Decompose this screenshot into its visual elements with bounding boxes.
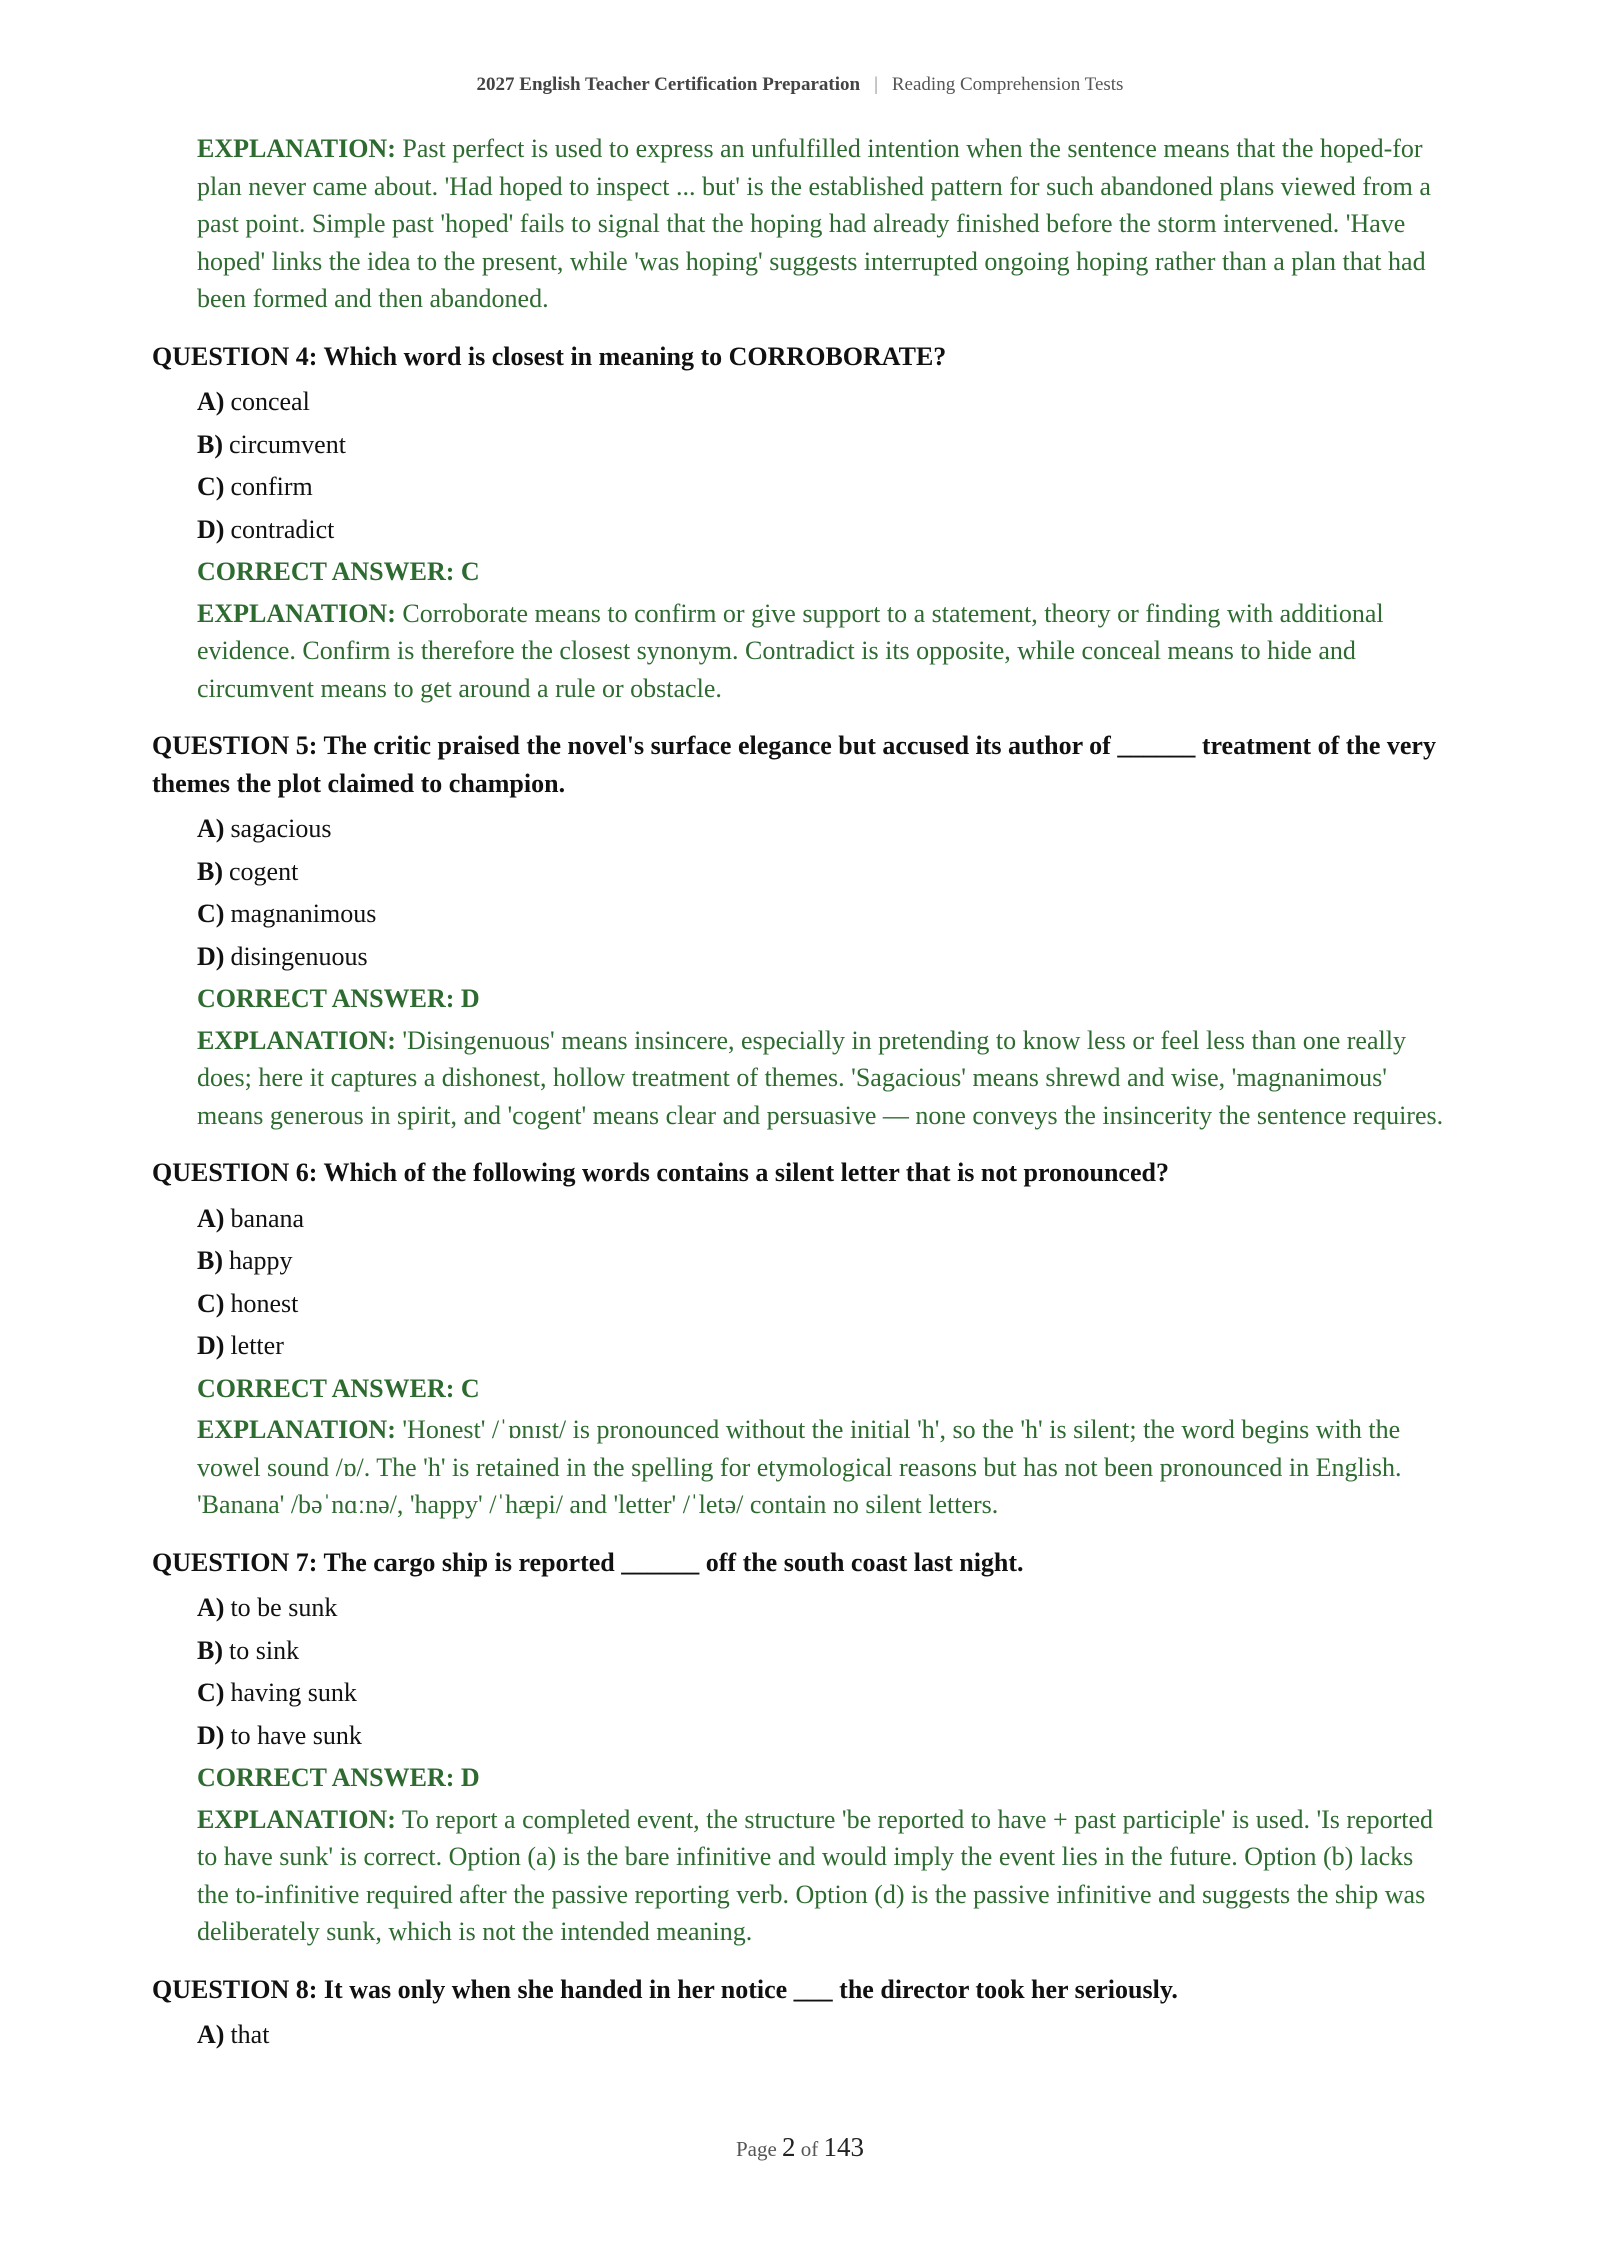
option-text: that xyxy=(230,2020,270,2049)
header-title: 2027 English Teacher Certification Preparation xyxy=(476,74,861,95)
option-letter: B) xyxy=(197,429,223,459)
page-header xyxy=(0,74,1600,96)
option-c xyxy=(197,468,1448,506)
option-c xyxy=(197,1285,1448,1323)
answer-prefix: CORRECT ANSWER: xyxy=(197,1763,455,1792)
question-label: QUESTION 8: xyxy=(152,1974,318,2004)
option-a xyxy=(197,2016,1448,2054)
option-d xyxy=(197,938,1448,976)
question-stem: The cargo ship is reported ______ off the south coast last night. xyxy=(323,1547,1024,1577)
option-letter: A) xyxy=(197,814,225,843)
option-a xyxy=(197,1589,1448,1627)
answer-prefix: CORRECT ANSWER: xyxy=(197,984,455,1013)
footer-total-pages: 143 xyxy=(823,2132,865,2162)
option-text: to sink xyxy=(229,1635,300,1665)
option-b xyxy=(197,1242,1448,1280)
option-letter: B) xyxy=(197,1635,223,1665)
question-text xyxy=(152,1971,1448,2009)
option-d xyxy=(197,1717,1448,1755)
question-label: QUESTION 7: xyxy=(152,1547,318,1577)
answer-letter: C xyxy=(460,557,480,586)
option-text: magnanimous xyxy=(230,899,377,928)
option-text: having sunk xyxy=(230,1678,357,1707)
option-c xyxy=(197,1674,1448,1712)
option-d xyxy=(197,511,1448,549)
explanation-label: EXPLANATION: xyxy=(197,1804,396,1834)
question-explanation xyxy=(197,595,1448,708)
option-letter: B) xyxy=(197,1246,223,1275)
option-d xyxy=(197,1327,1448,1365)
page-footer xyxy=(0,2132,1600,2163)
q3-explanation xyxy=(197,130,1448,318)
question-label: QUESTION 6: xyxy=(152,1158,318,1187)
option-text: cogent xyxy=(229,856,299,886)
question-block-7 xyxy=(152,1544,1448,1951)
question-text xyxy=(152,727,1448,802)
page-content xyxy=(152,130,1448,2059)
option-letter: D) xyxy=(197,941,225,971)
option-text: contradict xyxy=(230,514,335,544)
option-text: to have sunk xyxy=(230,1720,362,1750)
question-block-6 xyxy=(152,1154,1448,1524)
question-label: QUESTION 5: xyxy=(152,731,318,760)
explanation-label: EXPLANATION: xyxy=(197,598,396,628)
answer-letter: D xyxy=(460,984,480,1013)
option-letter: B) xyxy=(197,856,223,886)
option-text: banana xyxy=(230,1203,305,1233)
question-block-8 xyxy=(152,1971,1448,2054)
footer-of-word: of xyxy=(800,2137,819,2161)
option-b xyxy=(197,853,1448,891)
option-text: happy xyxy=(229,1246,293,1275)
answer-prefix: CORRECT ANSWER: xyxy=(197,1373,455,1403)
explanation-label: EXPLANATION: xyxy=(197,134,396,163)
option-text: sagacious xyxy=(230,814,332,843)
option-letter: A) xyxy=(197,1203,225,1233)
option-letter: C) xyxy=(197,1288,225,1318)
option-letter: C) xyxy=(197,899,225,928)
correct-answer xyxy=(197,1759,1448,1797)
explanation-text: 'Honest' /ˈɒnɪst/ is pronounced without the initial 'h', so the 'h' is silent; the word begins with the vowel sound /ɒ/. The 'h' is retained in the spelling for etymological reasons but has not been pronounced in English. 'Banana' /bəˈnɑːnə/, 'happy' /ˈhæpi/ and 'letter' /ˈletə/ contain no silent letters. xyxy=(197,1415,1402,1519)
explanation-text: To report a completed event, the structure 'be reported to have + past participle' is used. 'Is reported to have sunk' is correct. Option (a) is the bare infinitive and would imply the event lies in the future. Option (b) lacks the to-infinitive required after the passive reporting verb. Option (d) is the passive infinitive and suggests the ship was deliberately sunk, which is not the intended meaning. xyxy=(197,1804,1434,1946)
option-b xyxy=(197,1632,1448,1670)
option-text: letter xyxy=(230,1331,284,1360)
correct-answer xyxy=(197,1370,1448,1408)
question-stem: Which word is closest in meaning to CORROBORATE? xyxy=(323,341,947,371)
footer-page-word: Page xyxy=(735,2137,777,2161)
correct-answer xyxy=(197,553,1448,591)
explanation-label: EXPLANATION: xyxy=(197,1415,396,1444)
question-explanation xyxy=(197,1022,1448,1135)
option-letter: A) xyxy=(197,1593,225,1622)
option-b xyxy=(197,426,1448,464)
header-separator: | xyxy=(874,74,878,95)
answer-letter: D xyxy=(460,1763,480,1792)
option-letter: D) xyxy=(197,1720,225,1750)
correct-answer xyxy=(197,980,1448,1018)
option-a xyxy=(197,383,1448,421)
answer-prefix: CORRECT ANSWER: xyxy=(197,557,455,586)
option-letter: D) xyxy=(197,1331,225,1360)
explanation-text: 'Disingenuous' means insincere, especially in pretending to know less or feel less than one really does; here it captures a dishonest, hollow treatment of themes. 'Sagacious' means shrewd and wise, 'magnanimous' means generous in spirit, and 'cogent' means clear and persuasive — none conveys the insincerity the sentence requires. xyxy=(197,1025,1444,1130)
option-a xyxy=(197,810,1448,848)
question-label: QUESTION 4: xyxy=(152,341,318,371)
option-letter: A) xyxy=(197,387,225,416)
question-text xyxy=(152,1544,1448,1582)
question-explanation xyxy=(197,1411,1448,1524)
question-stem: The critic praised the novel's surface elegance but accused its author of ______ treatment of the very themes the plot claimed to champion. xyxy=(152,731,1436,798)
footer-page-number: 2 xyxy=(782,2132,796,2162)
question-stem: It was only when she handed in her notice ___ the director took her seriously. xyxy=(323,1974,1178,2004)
explanation-text: Corroborate means to confirm or give support to a statement, theory or finding with additional evidence. Confirm is therefore the closest synonym. Contradict is its opposite, while conceal means to hide and circumvent means to get around a rule or obstacle. xyxy=(197,598,1384,703)
question-text xyxy=(152,1154,1448,1192)
answer-letter: C xyxy=(460,1373,480,1403)
option-text: disingenuous xyxy=(230,941,368,971)
option-letter: C) xyxy=(197,1678,225,1707)
explanation-label: EXPLANATION: xyxy=(197,1025,396,1055)
option-letter: C) xyxy=(197,472,225,501)
question-text xyxy=(152,338,1448,376)
option-text: confirm xyxy=(230,472,313,501)
question-block-4 xyxy=(152,338,1448,708)
option-text: to be sunk xyxy=(230,1593,338,1622)
question-stem: Which of the following words contains a silent letter that is not pronounced? xyxy=(323,1158,1169,1187)
option-text: conceal xyxy=(230,387,310,416)
option-c xyxy=(197,895,1448,933)
option-letter: A) xyxy=(197,2020,225,2049)
question-block-5 xyxy=(152,727,1448,1134)
option-a xyxy=(197,1200,1448,1238)
option-text: circumvent xyxy=(229,429,346,459)
header-section: Reading Comprehension Tests xyxy=(891,74,1124,95)
option-letter: D) xyxy=(197,514,225,544)
question-explanation xyxy=(197,1801,1448,1951)
explanation-text: Past perfect is used to express an unfulfilled intention when the sentence means that the hoped-for plan never came about. 'Had hoped to inspect ... but' is the established pattern for such abandoned plans viewed from a past point. Simple past 'hoped' fails to signal that the hoping had already finished before the storm intervened. 'Have hoped' links the idea to the present, while 'was hoping' suggests interrupted ongoing hoping rather than a plan that had been formed and then abandoned. xyxy=(197,134,1431,313)
option-text: honest xyxy=(230,1288,299,1318)
